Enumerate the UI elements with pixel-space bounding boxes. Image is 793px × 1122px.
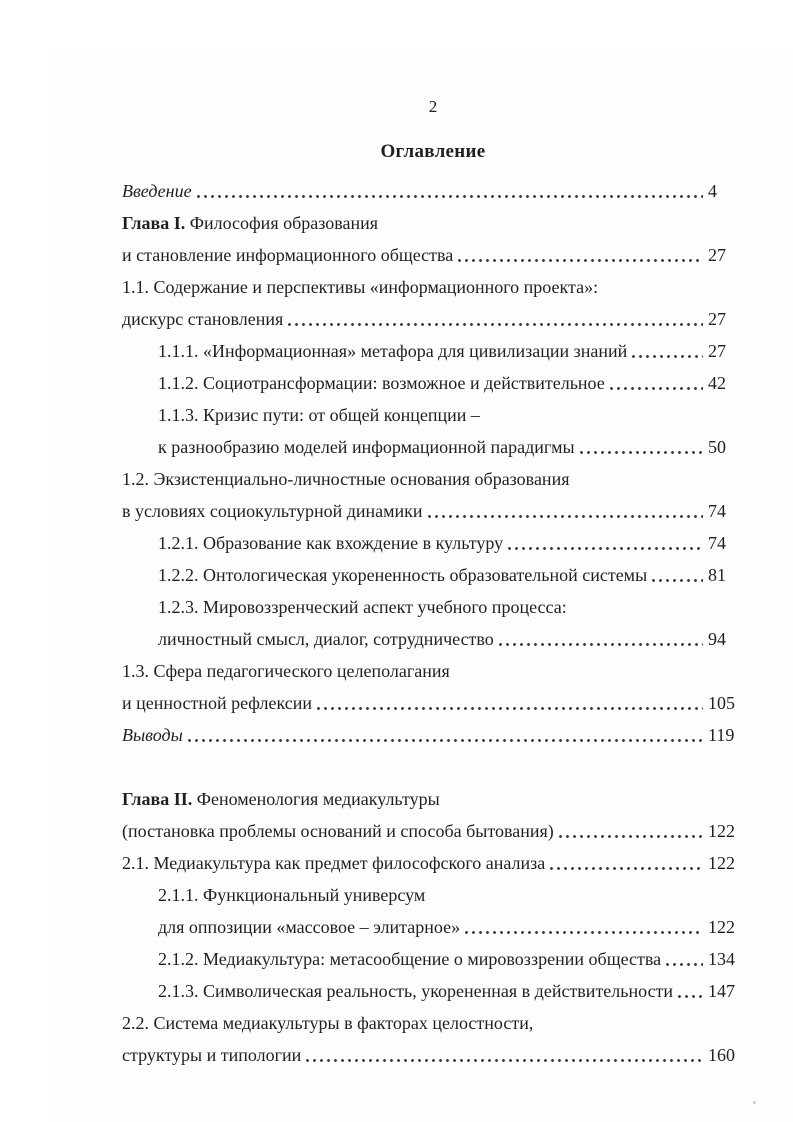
entry-text: 2.1.3. Символическая реальность, укорененная в действительности — [158, 981, 674, 1001]
toc-entry — [122, 463, 744, 495]
toc-entry — [122, 687, 744, 719]
toc-section-gap — [122, 751, 744, 783]
toc-entry — [122, 527, 744, 559]
chapter-label: Глава I. — [122, 213, 186, 233]
toc-entry — [122, 495, 744, 527]
toc-entry — [122, 175, 744, 207]
entry-text: Глава II. Феноменология медиакультуры — [122, 789, 440, 809]
toc-entry — [122, 431, 744, 463]
toc-entry — [122, 975, 744, 1007]
dot-leader — [605, 367, 708, 399]
toc-entry — [122, 303, 744, 335]
entry-page-number: 27 — [708, 341, 726, 361]
toc-entry — [122, 271, 744, 303]
entry-text: 1.1.2. Социотрансформации: возможное и действительное — [158, 373, 605, 393]
dot-leader — [460, 911, 708, 943]
toc-entry — [122, 719, 744, 751]
dot-leader — [192, 175, 708, 207]
toc-entry — [122, 847, 744, 879]
dot-leader — [673, 975, 708, 1007]
toc-title: Оглавление — [380, 141, 486, 162]
toc-entry — [122, 655, 744, 687]
entry-text: и становление информационного общества — [122, 245, 454, 265]
entry-text: 1.1.1. «Информационная» метафора для цивилизации знаний — [158, 341, 628, 361]
dot-leader — [453, 239, 708, 271]
toc-entry — [122, 943, 744, 975]
entry-text: личностный смысл, диалог, сотрудничество — [158, 629, 494, 649]
dot-leader — [183, 719, 708, 751]
toc-entry — [122, 911, 744, 943]
toc-entry — [122, 367, 744, 399]
dot-leader — [423, 495, 708, 527]
entry-text: 1.2.2. Онтологическая укорененность образовательной системы — [158, 565, 648, 585]
entry-page-number: 122 — [708, 821, 735, 841]
entry-text: дискурс становления — [122, 309, 284, 329]
entry-text: структуры и типологии — [122, 1045, 302, 1065]
entry-text: к разнообразию моделей информационной парадигмы — [158, 437, 575, 457]
entry-text: Глава I. Философия образования — [122, 213, 379, 233]
entry-text: 1.3. Сфера педагогического целеполагания — [122, 661, 450, 681]
entry-page-number: 94 — [708, 629, 726, 649]
entry-page-number: 74 — [708, 533, 726, 553]
dot-leader — [283, 303, 708, 335]
toc-entry — [122, 623, 744, 655]
entry-text: 2.1. Медиакультура как предмет философского анализа — [122, 853, 546, 873]
toc-entry — [122, 399, 744, 431]
dot-leader — [312, 687, 708, 719]
entry-page-number: 74 — [708, 501, 726, 521]
dot-leader — [503, 527, 708, 559]
entry-text: 1.2. Экзистенциально-личностные основания образования — [122, 469, 570, 489]
toc-entry — [122, 1039, 744, 1071]
toc-entry — [122, 335, 744, 367]
entry-text: 2.1.2. Медиакультура: метасообщение о мировоззрении общества — [158, 949, 662, 969]
entry-page-number: 122 — [708, 917, 735, 937]
toc-entry — [122, 1007, 744, 1039]
entry-page-number: 160 — [708, 1045, 735, 1065]
dot-leader — [554, 815, 708, 847]
dot-leader — [627, 335, 708, 367]
toc-entry — [122, 815, 744, 847]
entry-text: Введение — [122, 181, 192, 201]
entry-text: 1.1. Содержание и перспективы «информационного проекта»: — [122, 277, 599, 297]
dot-leader — [301, 1039, 708, 1071]
entry-text: 2.1.1. Функциональный универсум — [158, 885, 426, 905]
dot-leader — [575, 431, 708, 463]
toc-entry — [122, 559, 744, 591]
toc-entry — [122, 783, 744, 815]
entry-page-number: 119 — [708, 725, 735, 745]
entry-page-number: 105 — [708, 693, 735, 713]
entry-text: 2.2. Система медиакультуры в факторах целостности, — [122, 1013, 534, 1033]
dot-leader — [661, 943, 708, 975]
entry-page-number: 42 — [708, 373, 726, 393]
entry-page-number: 4 — [708, 181, 717, 201]
dot-leader — [545, 847, 708, 879]
entry-text: 1.2.1. Образование как вхождение в культуру — [158, 533, 504, 553]
toc-entry — [122, 879, 744, 911]
entry-page-number: 122 — [708, 853, 735, 873]
entry-page-number: 81 — [708, 565, 726, 585]
scan-artifact — [753, 1101, 756, 1104]
toc-entry — [122, 239, 744, 271]
entry-page-number: 147 — [708, 981, 735, 1001]
entry-text: 1.1.3. Кризис пути: от общей концепции – — [158, 405, 480, 425]
dot-leader — [647, 559, 708, 591]
entry-text: 1.2.3. Мировоззренческий аспект учебного процесса: — [158, 597, 567, 617]
entry-text: и ценностной рефлексии — [122, 693, 313, 713]
entry-page-number: 50 — [708, 437, 726, 457]
entry-page-number: 27 — [708, 309, 726, 329]
toc-list — [122, 175, 744, 1071]
entry-text: (постановка проблемы оснований и способа бытования) — [122, 821, 554, 841]
toc-entry — [122, 591, 744, 623]
chapter-label: Глава II. — [122, 789, 193, 809]
entry-text: Выводы — [122, 725, 183, 745]
toc-entry — [122, 207, 744, 239]
dot-leader — [494, 623, 708, 655]
entry-text: в условиях социокультурной динамики — [122, 501, 423, 521]
entry-page-number: 134 — [708, 949, 735, 969]
page-number: 2 — [428, 97, 438, 116]
entry-text: для оппозиции «массовое – элитарное» — [158, 917, 461, 937]
entry-page-number: 27 — [708, 245, 726, 265]
